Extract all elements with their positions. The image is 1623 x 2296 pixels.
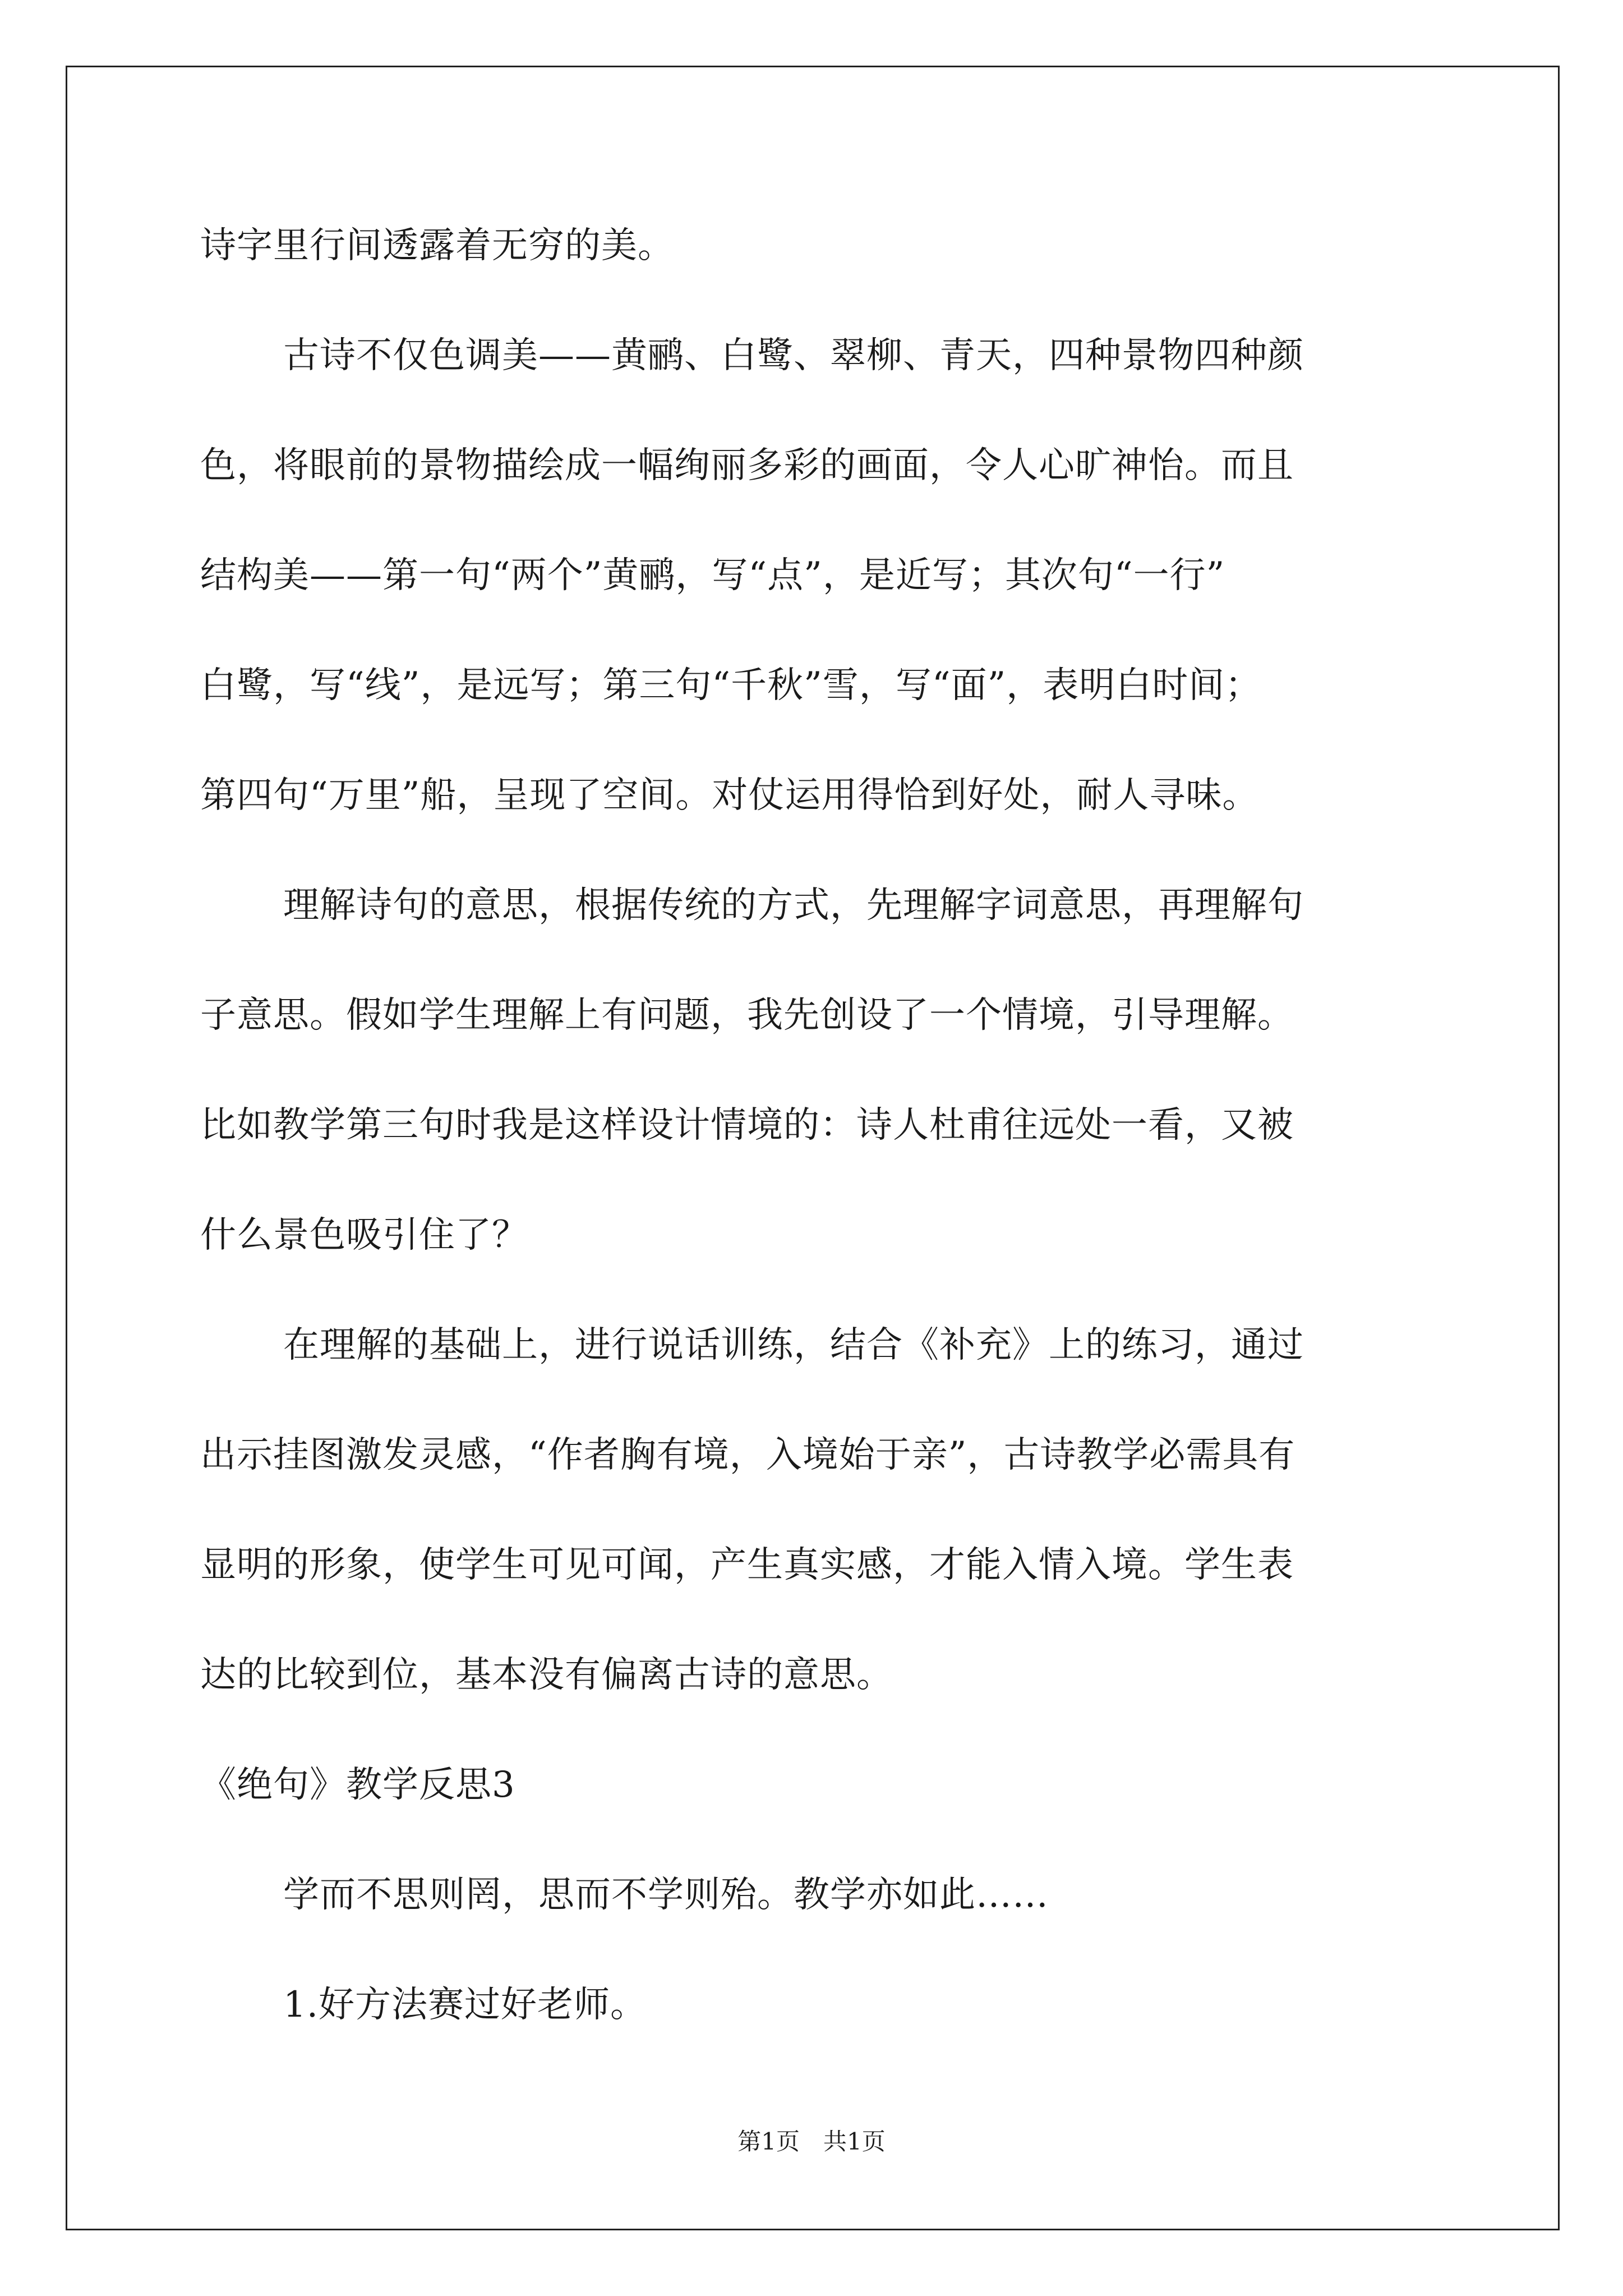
paragraph-start-line: 古诗不仅色调美——黄鹂、白鹭、翠柳、青天，四种景物四种颜: [283, 335, 1304, 376]
text-line: 什么景色吸引住了？: [200, 1214, 528, 1256]
text-line: 色，将眼前的景物描绘成一幅绚丽多彩的画面，令人心旷神怡。而且: [200, 445, 1294, 486]
section-heading: 《绝句》教学反思3: [200, 1764, 515, 1806]
text-line: 诗字里行间透露着无穷的美。: [200, 225, 674, 266]
numbered-item: 1.好方法赛过好老师。: [283, 1984, 647, 2026]
text-line: 白鹭，写“线”，是远写；第三句“千秋”雪，写“面”，表明白时间；: [200, 665, 1262, 706]
paragraph-start-line: 学而不思则罔，思而不学则殆。教学亦如此……: [283, 1874, 1049, 1916]
text-line: 显明的形象，使学生可见可闻，产生真实感，才能入情入境。学生表: [200, 1544, 1294, 1586]
text-line: 子意思。假如学生理解上有问题，我先创设了一个情境，引导理解。: [200, 995, 1294, 1036]
text-line: 比如教学第三句时我是这样设计情境的：诗人杜甫往远处一看，又被: [200, 1105, 1294, 1146]
text-line: 结构美——第一句“两个”黄鹂，写“点”，是近写；其次句“一行”: [200, 555, 1225, 596]
text-line: 出示挂图激发灵感，“作者胸有境，入境始于亲”，古诗教学必需具有: [200, 1434, 1295, 1476]
text-line: 第四句“万里”船，呈现了空间。对仗运用得恰到好处，耐人寻味。: [200, 775, 1259, 816]
paragraph-start-line: 理解诗句的意思，根据传统的方式，先理解字词意思，再理解句: [283, 885, 1304, 926]
document-body: [200, 191, 1434, 2060]
paragraph-start-line: 在理解的基础上，进行说话训练，结合《补充》上的练习，通过: [283, 1324, 1304, 1366]
page-number-footer: 第1页 共1页: [737, 2128, 886, 2155]
text-line: 达的比较到位，基本没有偏离古诗的意思。: [200, 1654, 893, 1696]
